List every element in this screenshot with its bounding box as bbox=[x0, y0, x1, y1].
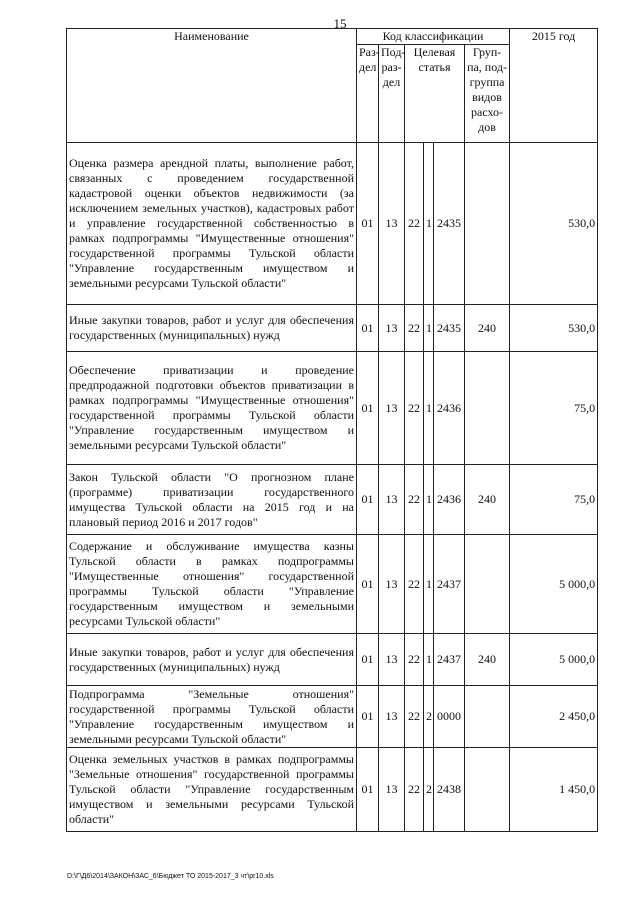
row-target-program: 22 bbox=[405, 465, 424, 535]
row-amount: 5 000,0 bbox=[510, 634, 598, 686]
row-target-direction: 2436 bbox=[434, 352, 465, 465]
row-target-subprogram: 2 bbox=[424, 686, 434, 748]
row-name: Содержание и обслуживание имущества казны Тульской области в рамках подпрограммы "Имущественные отношения" государственной программы Тульской области "Управление государственным имуществом и земельными ресурсами Тульской области" bbox=[67, 535, 357, 634]
row-target-direction: 2435 bbox=[434, 305, 465, 352]
row-razdel: 01 bbox=[357, 143, 379, 305]
row-podrazdel: 13 bbox=[379, 634, 405, 686]
table-row bbox=[67, 748, 598, 832]
row-target-program: 22 bbox=[405, 686, 424, 748]
row-podrazdel: 13 bbox=[379, 748, 405, 832]
row-group bbox=[465, 143, 510, 305]
row-amount: 75,0 bbox=[510, 352, 598, 465]
row-target-direction: 2438 bbox=[434, 748, 465, 832]
row-name: Иные закупки товаров, работ и услуг для обеспечения государственных (муниципальных) нужд bbox=[67, 634, 357, 686]
row-amount: 2 450,0 bbox=[510, 686, 598, 748]
row-group bbox=[465, 352, 510, 465]
header-razdel: Раз-дел bbox=[357, 45, 379, 143]
row-razdel: 01 bbox=[357, 535, 379, 634]
row-amount: 530,0 bbox=[510, 305, 598, 352]
row-target-subprogram: 1 bbox=[424, 143, 434, 305]
row-group: 240 bbox=[465, 465, 510, 535]
row-name: Оценка размера арендной платы, выполнение работ, связанных с проведением государственной кадастровой оценки объектов недвижимости (за исключением земельных участков), кадастровых работ и управление государственной собственностью в рамках подпрограммы "Имущественные отношения" государственной программы Тульской области "Управление государственным имуществом и земельными ресурсами Тульской области" bbox=[67, 143, 357, 305]
row-target-subprogram: 1 bbox=[424, 465, 434, 535]
row-group bbox=[465, 748, 510, 832]
row-group bbox=[465, 686, 510, 748]
row-name: Обеспечение приватизации и проведение предпродажной подготовки объектов приватизации в рамках подпрограммы "Имущественные отношения" государственной программы Тульской области "Управление государственным имуществом и земельными ресурсами Тульской области" bbox=[67, 352, 357, 465]
row-razdel: 01 bbox=[357, 634, 379, 686]
footer-file-path: D:\Г\Д6\2014\ЗАКОН\ЗАС_6\Бюджет ТО 2015-2017_3 чт\pr10.xls bbox=[67, 873, 274, 880]
row-target-direction: 0000 bbox=[434, 686, 465, 748]
row-target-program: 22 bbox=[405, 352, 424, 465]
row-name: Подпрограмма "Земельные отношения" государственной программы Тульской области "Управление государственным имуществом и земельными ресурсами Тульской области" bbox=[67, 686, 357, 748]
row-razdel: 01 bbox=[357, 305, 379, 352]
row-razdel: 01 bbox=[357, 748, 379, 832]
row-target-program: 22 bbox=[405, 535, 424, 634]
row-podrazdel: 13 bbox=[379, 465, 405, 535]
row-target-direction: 2437 bbox=[434, 535, 465, 634]
header-year: 2015 год bbox=[510, 29, 598, 143]
row-name: Закон Тульской области "О прогнозном плане (программе) приватизации государственного имущества Тульской области на 2015 год и на плановый период 2016 и 2017 годов" bbox=[67, 465, 357, 535]
row-podrazdel: 13 bbox=[379, 143, 405, 305]
header-name: Наименование bbox=[67, 29, 357, 143]
header-group: Груп-па, под-группа видов расхо-дов bbox=[465, 45, 510, 143]
table-row bbox=[67, 686, 598, 748]
header-podrazdel: Под-раз-дел bbox=[379, 45, 405, 143]
table-row bbox=[67, 465, 598, 535]
row-amount: 530,0 bbox=[510, 143, 598, 305]
row-target-subprogram: 1 bbox=[424, 352, 434, 465]
row-target-program: 22 bbox=[405, 634, 424, 686]
row-razdel: 01 bbox=[357, 352, 379, 465]
page-number: 15 bbox=[333, 16, 347, 31]
row-target-program: 22 bbox=[405, 305, 424, 352]
row-target-subprogram: 1 bbox=[424, 305, 434, 352]
row-target-direction: 2436 bbox=[434, 465, 465, 535]
row-group: 240 bbox=[465, 305, 510, 352]
row-razdel: 01 bbox=[357, 465, 379, 535]
row-target-direction: 2437 bbox=[434, 634, 465, 686]
header-target-article: Целевая статья bbox=[405, 45, 465, 143]
row-amount: 1 450,0 bbox=[510, 748, 598, 832]
table-row bbox=[67, 352, 598, 465]
row-podrazdel: 13 bbox=[379, 686, 405, 748]
row-target-program: 22 bbox=[405, 143, 424, 305]
table-row bbox=[67, 305, 598, 352]
row-target-direction: 2435 bbox=[434, 143, 465, 305]
row-name: Оценка земельных участков в рамках подпрограммы "Земельные отношения" государственной программы Тульской области "Управление государственным имуществом и земельными ресурсами Тульской области" bbox=[67, 748, 357, 832]
row-amount: 5 000,0 bbox=[510, 535, 598, 634]
header-row-top bbox=[67, 29, 598, 45]
table-row bbox=[67, 535, 598, 634]
row-target-program: 22 bbox=[405, 748, 424, 832]
row-target-subprogram: 1 bbox=[424, 634, 434, 686]
row-group bbox=[465, 535, 510, 634]
row-target-subprogram: 2 bbox=[424, 748, 434, 832]
row-name: Иные закупки товаров, работ и услуг для обеспечения государственных (муниципальных) нужд bbox=[67, 305, 357, 352]
row-podrazdel: 13 bbox=[379, 535, 405, 634]
row-group: 240 bbox=[465, 634, 510, 686]
row-razdel: 01 bbox=[357, 686, 379, 748]
header-code-classification: Код классификации bbox=[357, 29, 510, 45]
row-target-subprogram: 1 bbox=[424, 535, 434, 634]
row-amount: 75,0 bbox=[510, 465, 598, 535]
table-row bbox=[67, 634, 598, 686]
budget-table bbox=[66, 28, 598, 832]
table-row bbox=[67, 143, 598, 305]
row-podrazdel: 13 bbox=[379, 305, 405, 352]
row-podrazdel: 13 bbox=[379, 352, 405, 465]
